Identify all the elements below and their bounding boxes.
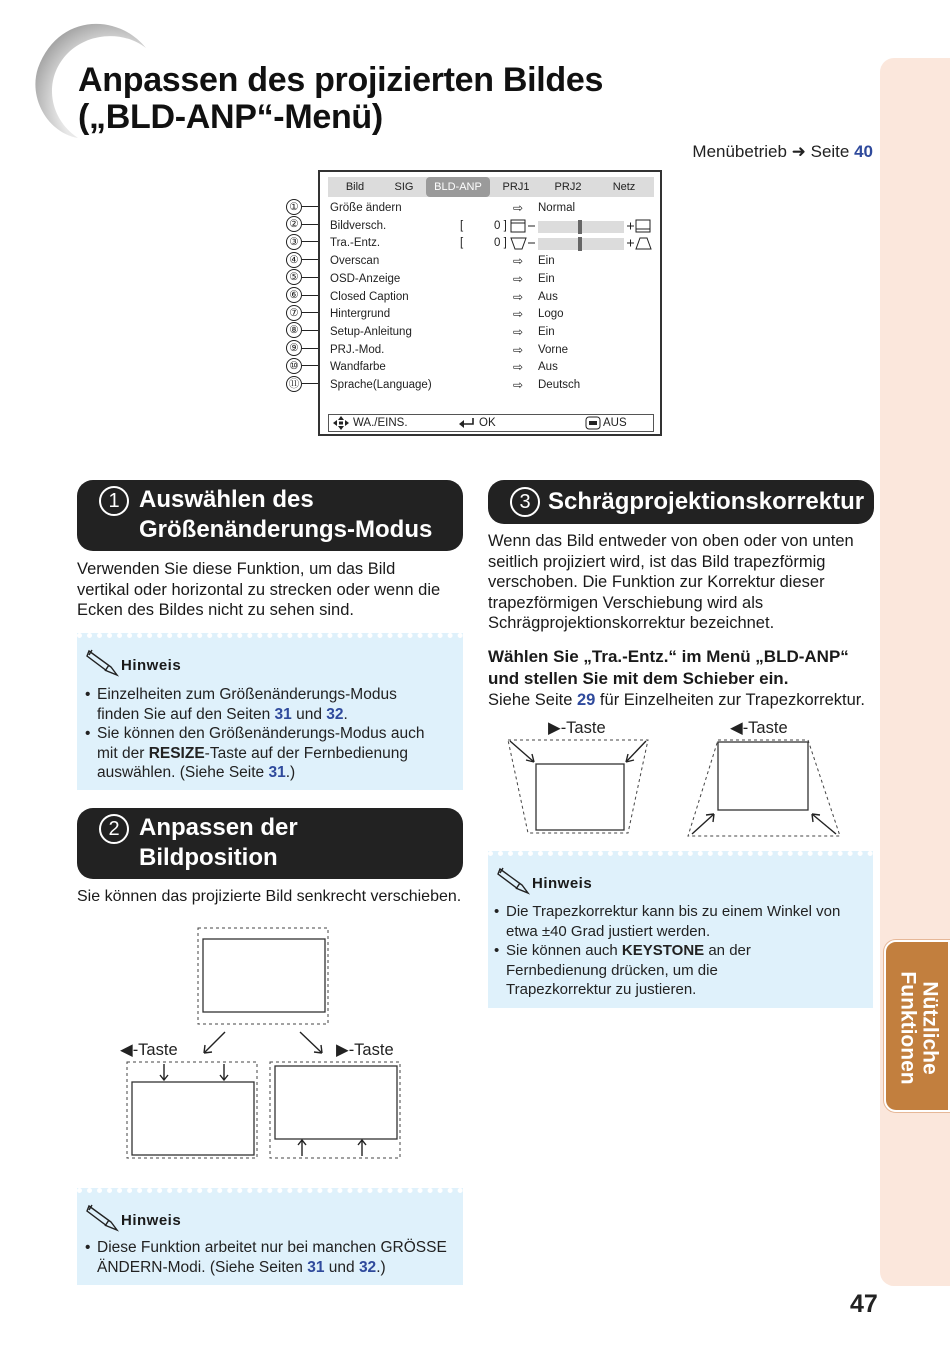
pencil-icon [85, 1202, 121, 1234]
page-title-line-1: Anpassen des projizierten Bildes [78, 61, 604, 99]
section-1-body: Verwenden Sie diese Funktion, um das Bild vertikal oder horizontal zu strecken oder wenn die Ecken des Bildes nicht zu sehen sind. [77, 560, 441, 619]
osd-footer-select: WA./EINS. [353, 417, 408, 429]
section-3-number: 3 [510, 487, 540, 517]
osd-row-setup-anleitung: Setup-Anleitung ⇨ Ein [330, 324, 555, 339]
section-3-instruction-line-1: Wählen Sie „Tra.-Entz.“ im Menü „BLD-ANP“ [488, 647, 849, 666]
callout-5: ⑤ [286, 269, 320, 286]
osd-arrow-icon: ⇨ [513, 324, 524, 339]
section-3-see-page: Siehe Seite 29 für Einzelheiten zur Trapezkorrektur. [488, 691, 865, 709]
osd-footer-exit: AUS [603, 417, 627, 429]
image-shift-minus-icon [510, 219, 536, 233]
osd-tab-bild: Bild [345, 181, 365, 193]
keystone-minus-icon [510, 236, 536, 250]
section-1-header [77, 480, 463, 551]
section-1-note [77, 633, 463, 790]
osd-arrow-icon: ⇨ [513, 254, 524, 269]
osd-tab-sig: SIG [394, 181, 414, 193]
page-title [78, 62, 778, 136]
osd-tab-bar [328, 177, 654, 197]
osd-row-overscan: Overscan ⇨ Ein [330, 254, 555, 269]
section-2-note-title: Hinweis [121, 1212, 182, 1229]
page-link-29[interactable]: 29 [576, 691, 596, 709]
osd-row-prj-mod: PRJ.-Mod. ⇨ Vorne [330, 342, 569, 357]
section-1-title-line-2: Größenänderungs-Modus [139, 516, 433, 543]
keystone-plus-icon [626, 236, 652, 250]
osd-tab-bld-anp: BLD-ANP [426, 177, 490, 197]
osd-arrow-icon: ⇨ [513, 360, 524, 375]
callout-11: ⑪ [286, 375, 320, 392]
four-way-arrows-icon [333, 416, 349, 430]
section-2-title-line-1: Anpassen der [139, 814, 298, 841]
keystone-diagram [500, 738, 850, 838]
section-2-number: 2 [99, 814, 129, 844]
osd-arrow-icon: ⇨ [513, 307, 524, 322]
page-link-31[interactable]: 31 [274, 705, 292, 723]
left-key-label: ◀-Taste [120, 1041, 178, 1059]
osd-arrow-icon: ⇨ [513, 201, 524, 215]
image-shift-plus-icon [626, 219, 652, 233]
section-1-note-title: Hinweis [121, 657, 182, 674]
osd-tab-netz: Netz [612, 181, 636, 193]
osd-row-groesse: Größe ändern ⇨ Normal [330, 201, 576, 215]
section-3-note-title: Hinweis [532, 875, 593, 892]
pencil-icon [85, 647, 121, 679]
pencil-icon [496, 865, 532, 897]
callout-1: ① [286, 198, 320, 215]
section-2-body: Sie können das projizierte Bild senkrecht verschieben. [77, 888, 462, 905]
osd-arrow-icon: ⇨ [513, 378, 524, 392]
right-key-label: ▶-Taste [548, 719, 606, 737]
chapter-tab-label: Nützliche Funktionen [897, 971, 942, 1085]
section-1-note-item-1: • Einzelheiten zum Größenänderungs-Modus finden Sie auf den Seiten 31 und 32. [85, 685, 457, 724]
section-2-header [77, 808, 463, 879]
osd-row-tra-entz: Tra.-Entz. [ 0 ] [328, 234, 658, 252]
section-2-note-item-1: • Diese Funktion arbeitet nur bei manchen GRÖSSE ÄNDERN-Modi. (Siehe Seiten 31 und 32.) [85, 1238, 457, 1277]
section-3-instruction-line-2: und stellen Sie mit dem Schieber ein. [488, 669, 789, 688]
section-2-note [77, 1188, 463, 1285]
section-3-title: Schrägprojektionskorrektur [548, 488, 865, 515]
menu-page-reference [692, 142, 873, 162]
callout-4: ④ [286, 251, 320, 268]
section-3-note-item-2: • Sie können auch KEYSTONE an der Fernbedienung drücken, um die Trapezkorrektur zu justieren. [494, 941, 868, 1000]
page-link-31[interactable]: 31 [268, 764, 286, 781]
callout-8: ⑧ [286, 322, 320, 339]
chapter-tab[interactable] [884, 940, 950, 1112]
menu-button-icon [585, 416, 601, 430]
osd-footer [328, 414, 654, 432]
osd-tab-prj1: PRJ1 [502, 181, 530, 193]
osd-row-osd-anzeige: OSD-Anzeige ⇨ Ein [330, 271, 555, 286]
section-2-title-line-2: Bildposition [139, 844, 278, 871]
osd-arrow-icon: ⇨ [513, 271, 524, 286]
page-link-31[interactable]: 31 [307, 1258, 325, 1276]
section-1-title-line-1: Auswählen des [139, 486, 314, 513]
image-shift-slider [538, 221, 624, 233]
left-key-label: ◀-Taste [730, 719, 788, 737]
section-1-number: 1 [99, 486, 129, 516]
page-title-line-2: („BLD-ANP“-Menü) [78, 98, 383, 136]
osd-footer-ok: OK [479, 417, 496, 429]
section-1-note-item-2: • Sie können den Größenänderungs-Modus auch mit der RESIZE-Taste auf der Fernbedienung auswählen. (Siehe Seite 31.) [85, 724, 457, 783]
callout-7: ⑦ [286, 304, 320, 321]
enter-key-icon [459, 418, 475, 428]
page-link-32[interactable]: 32 [326, 705, 344, 723]
menu-ref-text: Menübetrieb ➜ Seite [692, 142, 855, 161]
section-3-header [488, 480, 874, 524]
page-number: 47 [850, 1290, 878, 1318]
osd-row-bildversch: Bildversch. [ 0 ] [328, 217, 658, 235]
keystone-slider [538, 238, 624, 250]
callout-10: ⑩ [286, 357, 320, 374]
osd-arrow-icon: ⇨ [513, 289, 524, 304]
osd-arrow-icon: ⇨ [513, 342, 524, 357]
osd-row-wandfarbe: Wandfarbe ⇨ Aus [330, 360, 558, 375]
callout-6: ⑥ [286, 287, 320, 304]
osd-row-closed-caption: Closed Caption ⇨ Aus [330, 289, 558, 304]
osd-row-sprache: Sprache(Language) ⇨ Deutsch [330, 378, 581, 392]
section-3-note [488, 851, 873, 1008]
osd-row-hintergrund: Hintergrund ⇨ Logo [330, 307, 564, 322]
section-3-note-item-1: • Die Trapezkorrektur kann bis zu einem Winkel von etwa ±40 Grad justiert werden. [494, 902, 868, 941]
menu-ref-page-link[interactable]: 40 [854, 142, 873, 161]
osd-menu-screenshot [318, 170, 662, 436]
osd-tab-prj2: PRJ2 [554, 181, 582, 193]
section-3-body: Wenn das Bild entweder von oben oder von unten seitlich projiziert wird, ist das Bild trapezförmig verschoben. Die Funktion zur Korrektur dieser trapezförmigen Verschiebung wird als Schrägprojektionskorrektur bezeichnet. [488, 532, 854, 632]
right-key-label: ▶-Taste [336, 1041, 394, 1059]
callout-3: ③ [286, 233, 320, 250]
callout-9: ⑨ [286, 340, 320, 357]
page-link-32[interactable]: 32 [358, 1258, 377, 1276]
callout-2: ② [286, 216, 320, 233]
